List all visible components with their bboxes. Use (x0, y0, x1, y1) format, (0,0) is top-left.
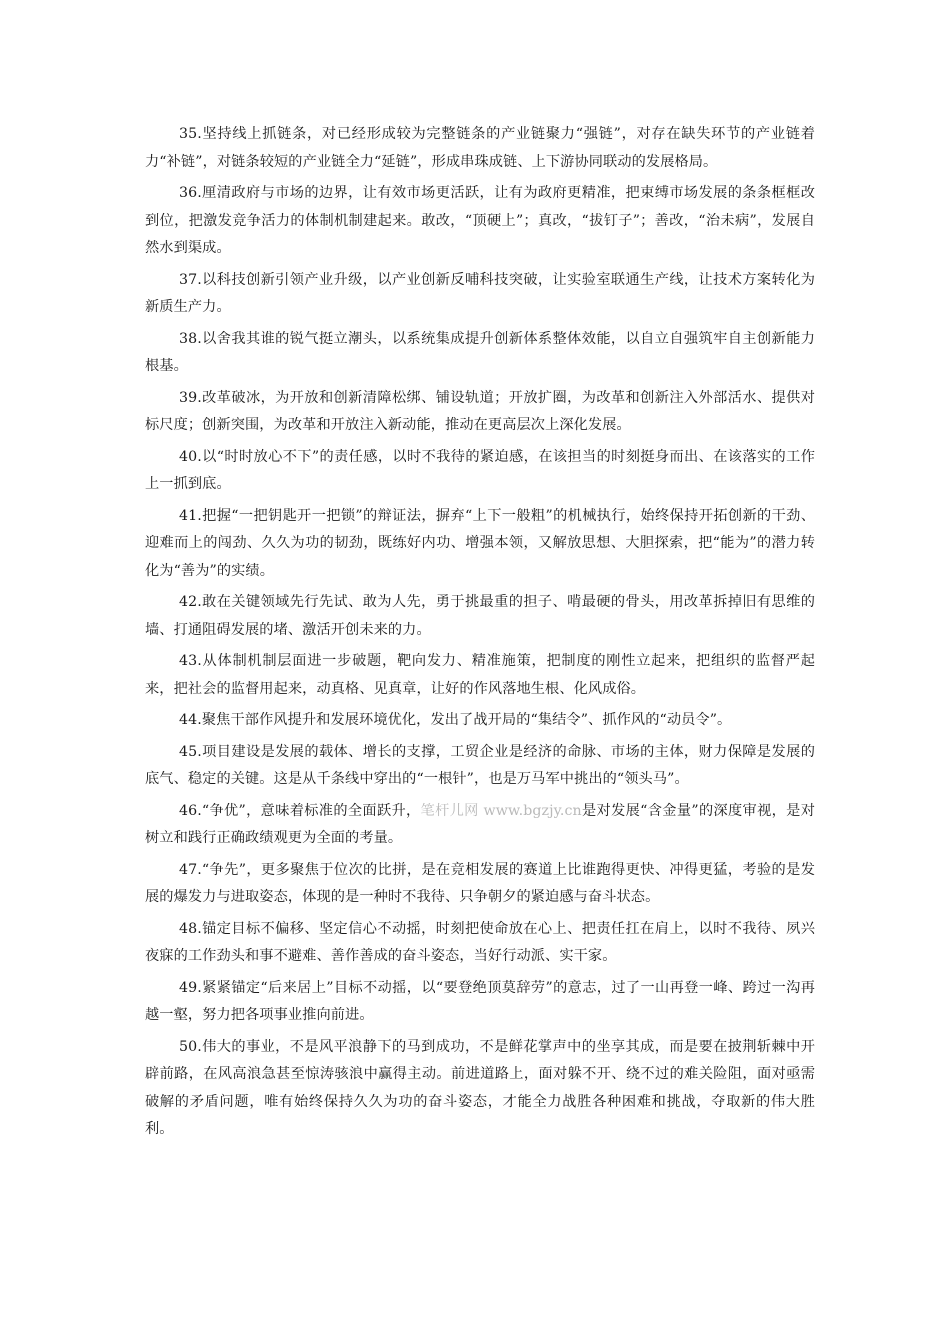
paragraph-46-lead: 46.“争优”，意味着标准的全面跃升， (179, 802, 421, 819)
paragraph-46 (145, 798, 815, 853)
paragraph-38: 38.以舍我其谁的锐气挺立潮头，以系统集成提升创新体系整体效能，以自立自强筑牢自主创新能力根基。 (145, 330, 815, 374)
paragraph-40: 40.以“时时放心不下”的责任感，以时不我待的紧迫感，在该担当的时刻挺身而出、在该落实的工作上一抓到底。 (145, 448, 815, 492)
paragraph-35: 35.坚持线上抓链条，对已经形成较为完整链条的产业链聚力“强链”，对存在缺失环节的产业链着力“补链”，对链条较短的产业链全力“延链”，形成串珠成链、上下游协同联动的发展格局。 (145, 126, 815, 170)
paragraph-48: 48.锚定目标不偏移、坚定信心不动摇，时刻把使命放在心上、把责任扛在肩上，以时不我待、夙兴夜寐的工作劲头和事不避难、善作善成的奋斗姿态，当好行动派、实干家。 (145, 920, 815, 964)
paragraph-47: 47.“争先”，更多聚焦于位次的比拼，是在竞相发展的赛道上比谁跑得更快、冲得更猛，考验的是发展的爆发力与进取姿态，体现的是一种时不我待、只争朝夕的紧迫感与奋斗状态。 (145, 861, 815, 905)
paragraph-43: 43.从体制机制层面进一步破题，靶向发力、精准施策，把制度的刚性立起来，把组织的监督严起来，把社会的监督用起来，动真格、见真章，让好的作风落地生根、化风成俗。 (145, 653, 815, 697)
paragraph-41: 41.把握“一把钥匙开一把锁”的辩证法，摒弃“上下一般粗”的机械执行，始终保持开拓创新的干劲、迎难而上的闯劲、久久为功的韧劲，既练好内功、增强本领，又解放思想、大胆探索，把“能为”的潜力转化为“善为”的实绩。 (145, 507, 815, 579)
watermark-text: 笔杆儿网 www.bgzjy.cn (420, 802, 582, 819)
paragraph-44: 44.聚焦干部作风提升和发展环境优化，发出了战开局的“集结令”、抓作风的“动员令”。 (179, 712, 732, 728)
paragraph-49: 49.紧紧锚定“后来居上”目标不动摇，以“要登绝顶莫辞劳”的意志，过了一山再登一峰、跨过一沟再越一壑，努力把各项事业推向前进。 (145, 979, 815, 1023)
paragraph-42: 42.敢在关键领域先行先试、敢为人先，勇于挑最重的担子、啃最硬的骨头，用改革拆掉旧有思维的墙、打通阻碍发展的堵、激活开创未来的力。 (145, 594, 815, 638)
paragraph-45: 45.项目建设是发展的载体、增长的支撑，工贸企业是经济的命脉、市场的主体，财力保障是发展的底气、稳定的关键。这是从千条线中穿出的“一根针”，也是万马军中挑出的“领头马”。 (145, 743, 815, 787)
paragraph-37: 37.以科技创新引领产业升级，以产业创新反哺科技突破，让实验室联通生产线，让技术方案转化为新质生产力。 (145, 271, 815, 315)
paragraph-39: 39.改革破冰，为开放和创新清障松绑、铺设轨道；开放扩圈，为改革和创新注入外部活水、提供对标尺度；创新突围，为改革和开放注入新动能，推动在更高层次上深化发展。 (145, 389, 815, 433)
paragraph-50: 50.伟大的事业，不是风平浪静下的马到成功，不是鲜花掌声中的坐享其成，而是要在披荆斩棘中开辟前路，在风高浪急甚至惊涛骇浪中赢得主动。前进道路上，面对躲不开、绕不过的难关险阻，面对亟需破解的矛盾问题，唯有始终保持久久为功的奋斗姿态，才能全力战胜各种困难和挑战，夺取新的伟大胜利。 (145, 1038, 815, 1137)
paragraph-46-rest: 是对发展“含金量”的深度审视，是对树立和践行正确政绩观更为全面的考量。 (145, 802, 815, 846)
paragraph-36: 36.厘清政府与市场的边界，让有效市场更活跃，让有为政府更精准，把束缚市场发展的条条框框改到位，把激发竞争活力的体制机制建起来。敢改，“顶硬上”；真改，“拔钉子”；善改，“治未病”，发展自然水到渠成。 (145, 185, 815, 256)
document-body (145, 121, 815, 1148)
